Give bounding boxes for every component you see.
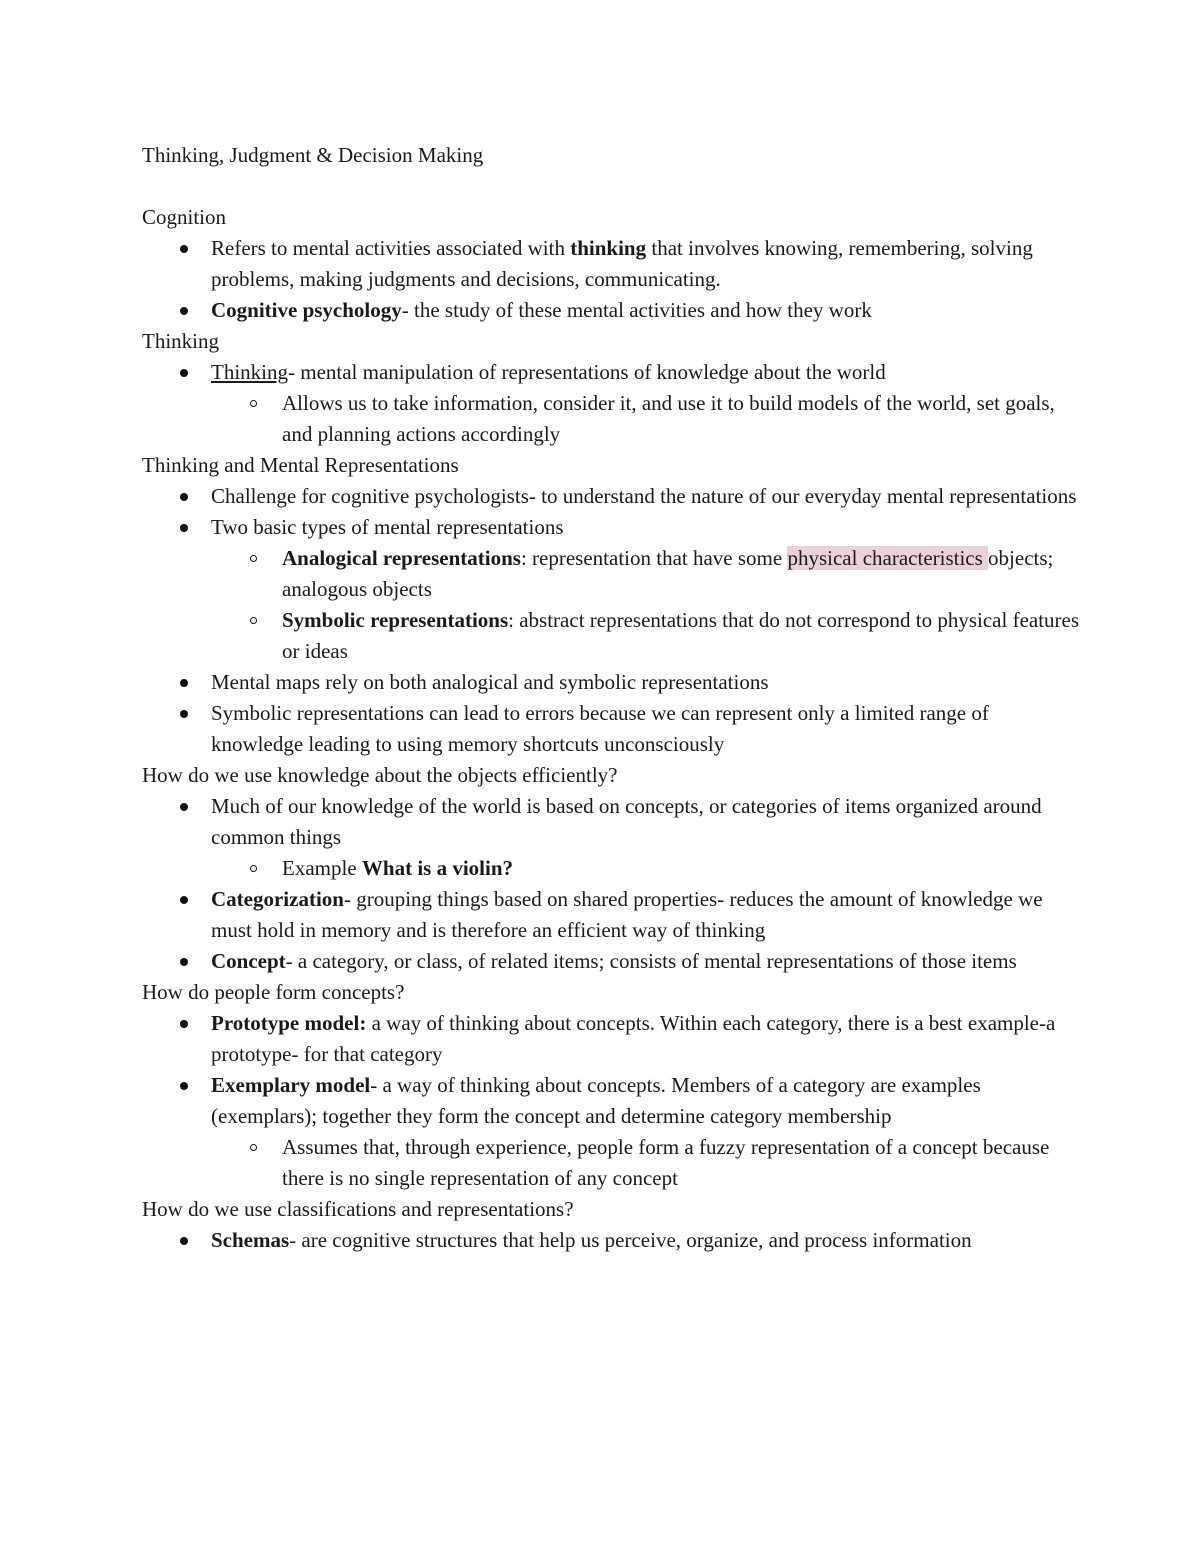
- bullet-icon: [180, 245, 188, 253]
- list-item: [142, 295, 1082, 326]
- item-text: Challenge for cognitive psychologists- to understand the nature of our everyday mental representations: [211, 484, 1077, 508]
- bullet-icon: [180, 369, 188, 377]
- item-bold-term: Concept: [211, 949, 286, 973]
- item-bold-term: What is a violin?: [361, 856, 514, 880]
- item-bold-term: Exemplary model: [211, 1073, 371, 1097]
- knowledge-list: [142, 791, 1082, 977]
- list-item: [142, 1008, 1082, 1070]
- item-text: : abstract representations that do not correspond to physical features or ideas: [282, 608, 1080, 663]
- sub-list-item: [211, 388, 1082, 450]
- highlighted-text: physical characteristics: [787, 546, 989, 570]
- sub-list-item: [211, 853, 1082, 884]
- item-text: - grouping things based on shared properties- reduces the amount of knowledge we must hold in memory and is therefore an efficient way of thinking: [211, 887, 1043, 942]
- item-text: Example: [282, 856, 362, 880]
- classifications-list: [142, 1225, 1082, 1256]
- section-heading-classifications: How do we use classifications and representations?: [142, 1197, 574, 1221]
- item-text: - are cognitive structures that help us perceive, organize, and process information: [289, 1228, 972, 1252]
- item-text: Allows us to take information, consider it, and use it to build models of the world, set goals, and planning actions accordingly: [282, 391, 1055, 446]
- item-bold-term: Prototype model:: [211, 1011, 367, 1035]
- item-text: - mental manipulation of representations of knowledge about the world: [288, 360, 886, 384]
- hollow-bullet-icon: [250, 1144, 257, 1151]
- mental-rep-sublist: [211, 543, 1082, 667]
- document-page: [142, 140, 1082, 1256]
- item-text: Much of our knowledge of the world is based on concepts, or categories of items organized around common things: [211, 794, 1042, 849]
- list-item: [142, 1070, 1082, 1194]
- bullet-icon: [180, 803, 188, 811]
- list-item: [142, 1225, 1082, 1256]
- sub-list-item: [211, 543, 1082, 605]
- list-item: [142, 481, 1082, 512]
- sub-list-item: [211, 605, 1082, 667]
- bullet-icon: [180, 1082, 188, 1090]
- document-title: Thinking, Judgment & Decision Making: [142, 143, 484, 167]
- item-bold-term: Symbolic representations: [282, 608, 509, 632]
- item-text: that involves knowing, remembering, solving problems, making judgments and decisions, communicating.: [211, 236, 1033, 291]
- hollow-bullet-icon: [250, 555, 257, 562]
- list-item: [142, 512, 1082, 667]
- mental-rep-list: [142, 481, 1082, 760]
- item-underlined-term: Thinking: [211, 360, 288, 384]
- bullet-icon: [180, 307, 188, 315]
- concepts-list: [142, 1008, 1082, 1194]
- bullet-icon: [180, 1237, 188, 1245]
- item-text: - a way of thinking about concepts. Members of a category are examples (exemplars); together they form the concept and determine category membership: [211, 1073, 981, 1128]
- section-heading-knowledge: How do we use knowledge about the objects efficiently?: [142, 763, 618, 787]
- item-text: Two basic types of mental representations: [211, 515, 564, 539]
- list-item: [142, 357, 1082, 450]
- list-item: [142, 698, 1082, 760]
- knowledge-sublist: [211, 853, 1082, 884]
- list-item: [142, 667, 1082, 698]
- list-item: [142, 791, 1082, 884]
- bullet-icon: [180, 710, 188, 718]
- list-item: [142, 884, 1082, 946]
- bullet-icon: [180, 524, 188, 532]
- hollow-bullet-icon: [250, 865, 257, 872]
- bullet-icon: [180, 896, 188, 904]
- item-text: : representation that have some: [520, 546, 788, 570]
- cognition-list: [142, 233, 1082, 326]
- item-text: Assumes that, through experience, people form a fuzzy representation of a concept because there is no single representation of any concept: [282, 1135, 1050, 1190]
- bullet-icon: [180, 493, 188, 501]
- bullet-icon: [180, 958, 188, 966]
- item-bold-term: Schemas: [211, 1228, 290, 1252]
- list-item: [142, 946, 1082, 977]
- section-heading-concepts: How do people form concepts?: [142, 980, 405, 1004]
- thinking-sublist: [211, 388, 1082, 450]
- concepts-sublist: [211, 1132, 1082, 1194]
- item-bold-term: Cognitive psychology: [211, 298, 402, 322]
- item-text: - a category, or class, of related items; consists of mental representations of those items: [285, 949, 1017, 973]
- item-bold-term: Analogical representations: [282, 546, 521, 570]
- item-bold-term: Categorization: [211, 887, 344, 911]
- item-text: Mental maps rely on both analogical and symbolic representations: [211, 670, 769, 694]
- item-text: objects; analogous objects: [282, 546, 1054, 601]
- item-text: Refers to mental activities associated with: [211, 236, 571, 260]
- thinking-list: [142, 357, 1082, 450]
- section-heading-mental-representations: Thinking and Mental Representations: [142, 453, 459, 477]
- section-heading-cognition: Cognition: [142, 205, 227, 229]
- item-text: Symbolic representations can lead to errors because we can represent only a limited range of knowledge leading to using memory shortcuts unconsciously: [211, 701, 989, 756]
- item-text: - the study of these mental activities and how they work: [401, 298, 872, 322]
- list-item: [142, 233, 1082, 295]
- hollow-bullet-icon: [250, 617, 257, 624]
- section-heading-thinking: Thinking: [142, 329, 219, 353]
- hollow-bullet-icon: [250, 400, 257, 407]
- sub-list-item: [211, 1132, 1082, 1194]
- item-text: a way of thinking about concepts. Within each category, there is a best example-a prototype- for that category: [211, 1011, 1056, 1066]
- bullet-icon: [180, 1020, 188, 1028]
- item-bold-term: thinking: [570, 236, 647, 260]
- bullet-icon: [180, 679, 188, 687]
